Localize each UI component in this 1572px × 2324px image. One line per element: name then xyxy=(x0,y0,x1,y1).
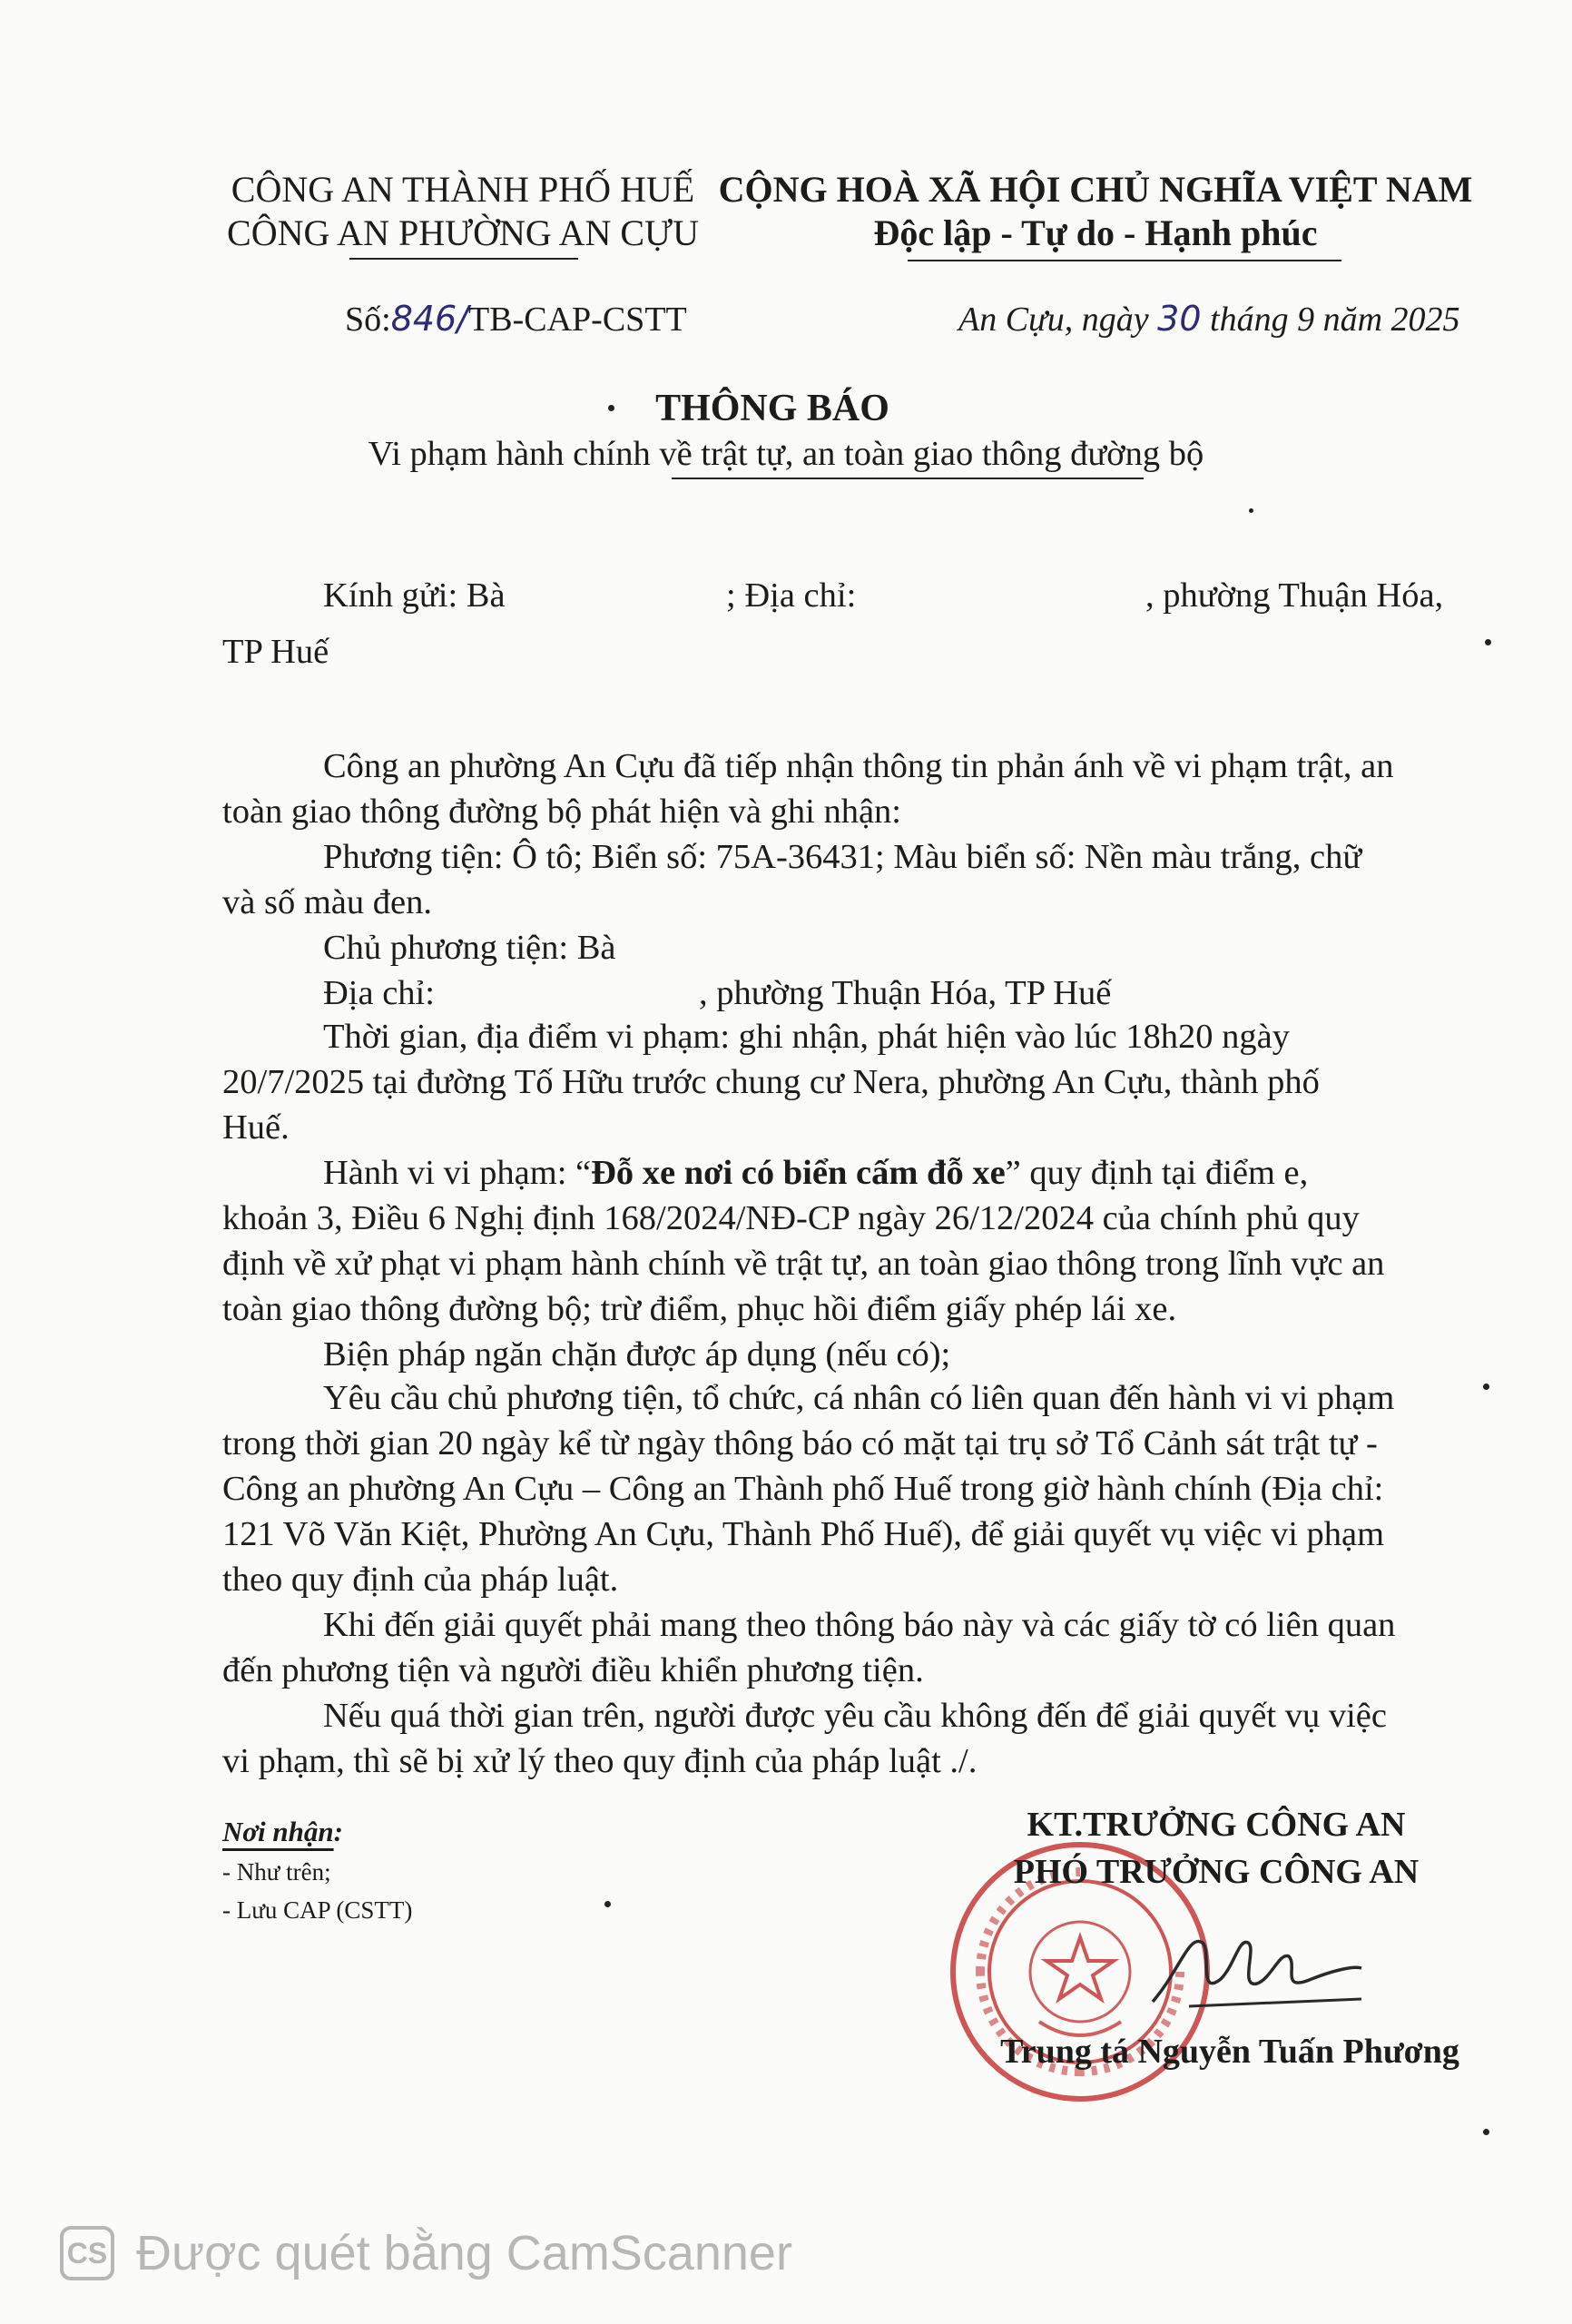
body-line: và số màu đen. xyxy=(222,883,432,921)
violation-post: ” quy định tại điểm e, xyxy=(1005,1154,1309,1192)
body-line: Công an phường An Cựu – Công an Thành phố Huế trong giờ hành chính (Địa chỉ: xyxy=(222,1470,1384,1508)
org-line-2 xyxy=(227,212,699,254)
doc-no-suffix: TB-CAP-CSTT xyxy=(468,300,687,339)
camscanner-text: Được quét bằng CamScanner xyxy=(136,2226,792,2280)
recipients-label-text: Nơi nhận xyxy=(222,1816,334,1847)
recipient-item: - Như trên; xyxy=(222,1858,331,1886)
recipient-kinh-gui: Kính gửi: Bà xyxy=(323,576,506,615)
scan-speck xyxy=(1483,1384,1489,1390)
scan-speck xyxy=(604,1901,611,1907)
body-line: Công an phường An Cựu đã tiếp nhận thông tin phản ánh về vi phạm trật, an xyxy=(323,747,1394,785)
scan-speck xyxy=(1249,508,1253,513)
body-line: Địa chỉ: xyxy=(323,974,435,1012)
body-line: toàn giao thông đường bộ phát hiện và ghi nhận: xyxy=(222,793,902,831)
camscanner-footer xyxy=(60,2222,792,2284)
body-line: khoản 3, Điều 6 Nghị định 168/2024/NĐ-CP ngày 26/12/2024 của chính phủ quy xyxy=(222,1199,1360,1237)
scan-speck xyxy=(1485,639,1491,645)
signature-icon xyxy=(1135,1915,1371,2024)
date-rest: tháng 9 năm 2025 xyxy=(1210,300,1460,339)
scan-speck xyxy=(608,405,614,411)
body-line: toàn giao thông đường bộ; trừ điểm, phục hồi điểm giấy phép lái xe. xyxy=(222,1290,1177,1328)
recipient-item: - Lưu CAP (CSTT) xyxy=(222,1896,413,1924)
body-line: Phương tiện: Ô tô; Biển số: 75A-36431; Màu biển số: Nền màu trắng, chữ xyxy=(323,838,1362,876)
violation-bold: Đỗ xe nơi có biển cấm đỗ xe xyxy=(591,1154,1006,1192)
body-line: Nếu quá thời gian trên, người được yêu cầu không đến để giải quyết vụ việc xyxy=(323,1697,1387,1735)
body-line: , phường Thuận Hóa, TP Huế xyxy=(699,974,1112,1012)
body-line: vi phạm, thì sẽ bị xử lý theo quy định của pháp luật ./. xyxy=(222,1742,978,1780)
doc-no-prefix: Số: xyxy=(345,300,391,339)
body-line-violation xyxy=(323,1153,1308,1193)
camscanner-logo: CS xyxy=(60,2226,114,2280)
nation-line-1: CỘNG HOÀ XÃ HỘI CHỦ NGHĨA VIỆT NAM xyxy=(718,169,1473,210)
body-line: 20/7/2025 tại đường Tố Hữu trước chung cư Nera, phường An Cựu, thành phố xyxy=(222,1063,1320,1101)
body-line: Chủ phương tiện: Bà xyxy=(323,929,616,967)
org-underline xyxy=(349,258,578,260)
body-line: Thời gian, địa điểm vi phạm: ghi nhận, phát hiện vào lúc 18h20 ngày xyxy=(323,1018,1290,1056)
recipients-label xyxy=(222,1816,343,1848)
body-line: Yêu cầu chủ phương tiện, tổ chức, cá nhân có liên quan đến hành vi vi phạm xyxy=(323,1379,1395,1417)
notice-subtitle: Vi phạm hành chính về trật tự, an toàn giao thông đường bộ xyxy=(368,435,1204,473)
body-line: 121 Võ Văn Kiệt, Phường An Cựu, Thành Phố Huế), để giải quyết vụ việc vi phạm xyxy=(222,1515,1385,1553)
document-number xyxy=(345,298,687,340)
recipient-city: TP Huế xyxy=(222,633,329,671)
date-day-handwritten: 30 xyxy=(1157,299,1202,339)
body-line: trong thời gian 20 ngày kể từ ngày thông báo có mặt tại trụ sở Tổ Cảnh sát trật tự - xyxy=(222,1424,1378,1462)
body-line: Huế. xyxy=(222,1108,290,1147)
body-line: theo quy định của pháp luật. xyxy=(222,1561,619,1599)
recipients-label-colon: : xyxy=(333,1816,343,1847)
signature-title-1: KT.TRƯỞNG CÔNG AN xyxy=(1027,1806,1406,1844)
body-line: Biện pháp ngăn chặn được áp dụng (nếu có); xyxy=(323,1335,951,1374)
recipient-ward: , phường Thuận Hóa, xyxy=(1145,576,1444,615)
doc-no-handwritten: 846/ xyxy=(390,299,469,339)
recipient-address-label: ; Địa chỉ: xyxy=(726,576,857,615)
signature-title-2: PHÓ TRƯỞNG CÔNG AN xyxy=(1013,1853,1420,1891)
document-date xyxy=(958,298,1460,340)
signer-name: Trung tá Nguyễn Tuấn Phương xyxy=(1000,2033,1459,2071)
notice-title: THÔNG BÁO xyxy=(655,388,889,429)
body-line: định về xử phạt vi phạm hành chính về trật tự, an toàn giao thông trong lĩnh vực an xyxy=(222,1245,1385,1283)
nation-line-2: Độc lập - Tự do - Hạnh phúc xyxy=(873,212,1318,253)
org-line-1: CÔNG AN THÀNH PHỐ HUẾ xyxy=(231,169,695,210)
body-line: Khi đến giải quyết phải mang theo thông báo này và các giấy tờ có liên quan xyxy=(323,1606,1396,1644)
scan-speck xyxy=(1483,2129,1489,2135)
org-line-2-text: CÔNG AN PHƯỜNG AN CỰU xyxy=(227,212,699,253)
nation-underline xyxy=(908,260,1341,261)
body-line: đến phương tiện và người điều khiển phương tiện. xyxy=(222,1651,924,1689)
violation-pre: Hành vi vi phạm: “ xyxy=(323,1154,592,1192)
date-place: An Cựu, ngày xyxy=(958,300,1149,339)
subtitle-underline xyxy=(672,478,1144,479)
